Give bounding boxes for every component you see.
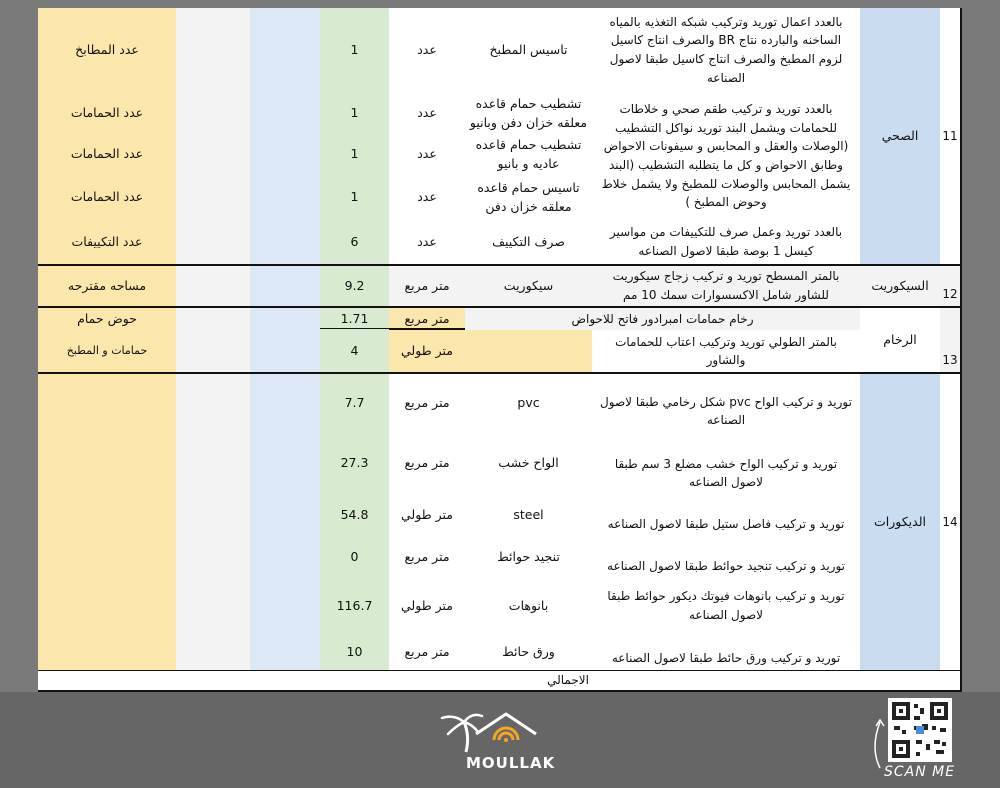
row-blank-blue — [250, 220, 320, 264]
row-blank-blue — [250, 174, 320, 220]
row-blank-blue — [250, 92, 320, 134]
row-description: توريد و تركيب الواح pvc شكل رخامي طبقا لاصول الصناعه — [592, 374, 860, 432]
row-description: بالعدد توريد وعمل صرف للتكييفات من مواسير كيسل 1 بوصة طبقا لاصول الصناعه — [592, 220, 860, 264]
row-note — [38, 374, 176, 432]
row-unit: عدد — [389, 134, 465, 174]
row-note: مساحه مقترحه — [38, 266, 176, 306]
row-quantity: 1 — [320, 92, 389, 134]
row-blank-gray — [176, 92, 250, 134]
total-value — [38, 670, 176, 690]
row-unit: متر طولي — [389, 578, 465, 634]
brand-name: MOULLAK — [466, 754, 556, 772]
row-item: pvc — [465, 374, 592, 432]
total-label: الاجمالي — [176, 670, 960, 690]
section-number: 13 — [940, 308, 960, 372]
row-note — [38, 634, 176, 670]
section-category: الرخام — [860, 308, 940, 372]
divider — [38, 264, 960, 266]
row-unit: متر طولي — [389, 494, 465, 536]
row-blank-gray — [176, 330, 250, 372]
row-blank-gray — [176, 536, 250, 578]
qr-code-icon[interactable] — [888, 698, 958, 762]
row-unit: متر مربع — [389, 536, 465, 578]
row-quantity: 1.71 — [320, 308, 389, 330]
section-number: 11 — [940, 8, 960, 264]
row-quantity: 9.2 — [320, 266, 389, 306]
divider — [38, 670, 960, 671]
palm-house-logo-icon — [436, 708, 566, 758]
row-item: تاسيس حمام قاعده معلقه خزان دفن — [465, 174, 592, 220]
row-description: بالمتر المسطح توريد و تركيب زجاج سيكوريت للشاور شامل الاكسسوارات سمك 10 مم — [592, 266, 860, 306]
row-blank-gray — [176, 134, 250, 174]
row-quantity: 6 — [320, 220, 389, 264]
section-number: 12 — [940, 266, 960, 306]
section-number: 14 — [940, 374, 960, 670]
row-blank-gray — [176, 308, 250, 330]
row-note — [38, 494, 176, 536]
row-item: بانوهات — [465, 578, 592, 634]
row-item: تشطيب حمام قاعده عاديه و بانيو — [465, 134, 592, 174]
row-quantity: 54.8 — [320, 494, 389, 536]
row-quantity: 10 — [320, 634, 389, 670]
row-blank-blue — [250, 8, 320, 92]
section-category: السيكوريت — [860, 266, 940, 306]
row-unit: عدد — [389, 174, 465, 220]
row-blank-blue — [250, 266, 320, 306]
row-description: توريد و تركيب تنجيد حوائط طبقا لاصول الصناعه — [592, 536, 860, 578]
row-note — [38, 578, 176, 634]
row-blank-gray — [176, 432, 250, 494]
row-note — [38, 536, 176, 578]
row-item: تنجيد حوائط — [465, 536, 592, 578]
row-description: توريد و تركيب ورق حائط طبقا لاصول الصناعه — [592, 634, 860, 670]
row-description: بالمتر الطولي توريد وتركيب اعتاب للحمامات والشاور — [592, 330, 860, 372]
row-blank-blue — [250, 578, 320, 634]
row-blank-blue — [250, 634, 320, 670]
row-blank-blue — [250, 134, 320, 174]
divider — [389, 328, 465, 330]
row-item: صرف التكييف — [465, 220, 592, 264]
row-note: عدد التكييفات — [38, 220, 176, 264]
row-unit: عدد — [389, 92, 465, 134]
row-unit: متر مربع — [389, 432, 465, 494]
row-quantity: 4 — [320, 330, 389, 372]
row-note: حوض حمام — [38, 308, 176, 330]
row-unit: عدد — [389, 8, 465, 92]
section-category: الديكورات — [860, 374, 940, 670]
row-description: توريد و تركيب الواح خشب مضلع 3 سم طبقا لاصول الصناعه — [592, 432, 860, 494]
row-item: ورق حائط — [465, 634, 592, 670]
row-note: حمامات و المطبخ — [38, 330, 176, 372]
row-blank-blue — [250, 330, 320, 372]
row-blank-blue — [250, 494, 320, 536]
row-description: بالعدد توريد و تركيب طقم صحي و خلاطات للحمامات ويشمل البند توريد نواكل التشطيب (الوصلات والعقل و المحابس و سيفونات الاحواض وطابق الاحواض و كل ما يتطلبه التشطيب (البند يشمل المحابس والوصلات للمطبخ ولا يشمل خلاط وحوض المطبخ ) — [592, 92, 860, 220]
row-description: توريد و تركيب بانوهات فيوتك ديكور حوائط طبقا لاصول الصناعه — [592, 578, 860, 634]
row-item — [465, 330, 592, 372]
row-unit: عدد — [389, 220, 465, 264]
row-blank-gray — [176, 220, 250, 264]
row-blank-blue — [250, 536, 320, 578]
row-quantity: 1 — [320, 8, 389, 92]
row-quantity: 0 — [320, 536, 389, 578]
row-unit: متر مربع — [389, 634, 465, 670]
row-item: تشطيب حمام قاعده معلقه خزان دفن وبانيو — [465, 92, 592, 134]
row-note: عدد المطابخ — [38, 8, 176, 92]
row-blank-gray — [176, 374, 250, 432]
row-blank-gray — [176, 8, 250, 92]
divider — [960, 8, 962, 692]
row-quantity: 1 — [320, 174, 389, 220]
row-description: رخام حمامات امبرادور فاتح للاحواض — [465, 308, 860, 330]
row-blank-gray — [176, 634, 250, 670]
divider — [320, 328, 389, 329]
row-blank-blue — [250, 432, 320, 494]
row-blank-gray — [176, 266, 250, 306]
row-blank-gray — [176, 174, 250, 220]
row-quantity: 27.3 — [320, 432, 389, 494]
row-blank-gray — [176, 494, 250, 536]
row-blank-gray — [176, 578, 250, 634]
row-item: steel — [465, 494, 592, 536]
row-description: توريد و تركيب فاصل ستيل طبقا لاصول الصناعه — [592, 494, 860, 536]
row-quantity: 1 — [320, 134, 389, 174]
row-item: سيكوريت — [465, 266, 592, 306]
row-unit: متر طولي — [389, 330, 465, 372]
row-unit: متر مربع — [389, 308, 465, 330]
row-note: عدد الحمامات — [38, 134, 176, 174]
row-note: عدد الحمامات — [38, 92, 176, 134]
divider — [38, 306, 960, 308]
row-item: الواح خشب — [465, 432, 592, 494]
row-blank-blue — [250, 374, 320, 432]
section-category: الصحي — [860, 8, 940, 264]
row-unit: متر مربع — [389, 374, 465, 432]
row-note: عدد الحمامات — [38, 174, 176, 220]
row-quantity: 7.7 — [320, 374, 389, 432]
scan-me-label: SCAN ME — [884, 764, 956, 780]
divider — [38, 372, 960, 374]
row-unit: متر مربع — [389, 266, 465, 306]
row-description: بالعدد اعمال توريد وتركيب شبكه التغذيه بالمياه الساخنه والبارده نتاج BR والصرف انتاج كاسيل لزوم المطبخ والصرف انتاج كاسيل طبقا لاصول الصناعه — [592, 8, 860, 92]
row-quantity: 116.7 — [320, 578, 389, 634]
row-note — [38, 432, 176, 494]
row-blank-blue — [250, 308, 320, 330]
row-item: تاسيس المطبخ — [465, 8, 592, 92]
